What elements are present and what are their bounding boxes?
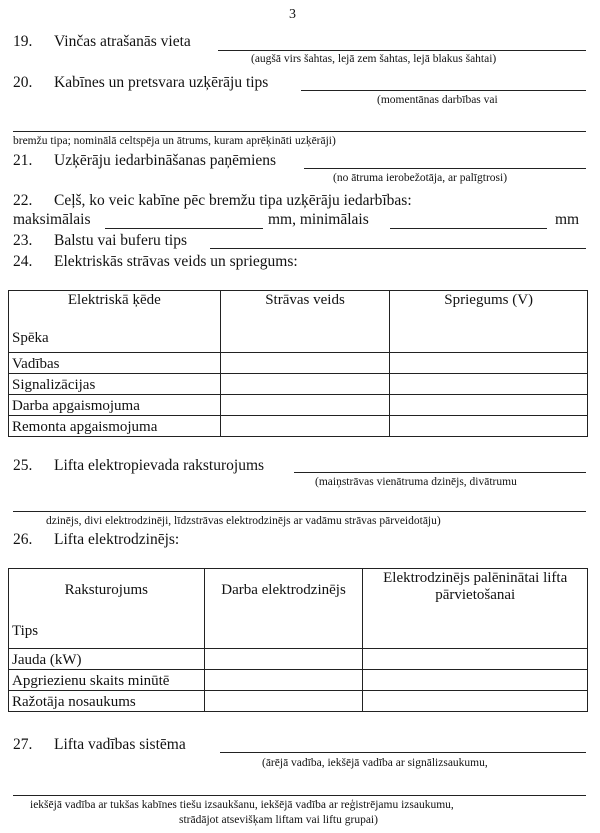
- table24-cell[interactable]: [390, 395, 588, 416]
- table26-header-work-motor: Darba elektrodzinējs: [204, 569, 363, 649]
- table24-cell[interactable]: [390, 353, 588, 374]
- item-25-label: Lifta elektropievada raksturojums: [54, 457, 265, 474]
- item-25-answer-line-1[interactable]: [294, 472, 586, 473]
- page-number: 3: [289, 7, 296, 22]
- item-21-label: Uzķērāju iedarbināšanas paņēmiens: [54, 152, 277, 169]
- table26-cell[interactable]: [204, 670, 363, 691]
- item-27-hint-3: strādājot atsevišķam liftam vai liftu grupai): [179, 814, 378, 826]
- table24-row-label: Signalizācijas: [9, 374, 221, 395]
- table24-cell[interactable]: [220, 395, 390, 416]
- item-22-max-line[interactable]: [105, 228, 263, 229]
- table24-row-label: Vadības: [9, 353, 221, 374]
- table26-row-label: Apgriezienu skaits minūtē: [9, 670, 205, 691]
- item-20-label: Kabīnes un pretsvara uzķērāju tips: [54, 74, 269, 91]
- item-27-hint-1: (ārējā vadība, iekšējā vadība ar signālizsaukumu,: [262, 757, 488, 769]
- item-21-number: 21.: [13, 152, 33, 169]
- item-21-answer-line[interactable]: [304, 168, 586, 169]
- table26-row-label: Tips: [12, 623, 39, 639]
- item-27-answer-line-2[interactable]: [13, 795, 586, 796]
- item-20-hint-2: bremžu tipa; nominālā celtspēja un ātrums, kuram aprēķināti uzķērāji): [13, 135, 336, 147]
- table26-header-characteristic: Raksturojums Tips: [9, 569, 205, 649]
- table26-row-label: Jauda (kW): [9, 649, 205, 670]
- table26-cell[interactable]: [363, 691, 588, 712]
- item-19-number: 19.: [13, 33, 33, 50]
- item-25-hint-1: (maiņstrāvas vienātruma dzinējs, divātrumu: [315, 476, 517, 488]
- table-row: [9, 374, 588, 395]
- table26-cell[interactable]: [204, 691, 363, 712]
- item-27-hint-2: iekšējā vadība ar tukšas kabīnes tiešu izsaukšanu, iekšējā vadība ar reģistrējamu izsaukumu,: [30, 799, 454, 811]
- item-22-label: Ceļš, ko veic kabīne pēc bremžu tipa uzķērāju iedarbības:: [54, 192, 412, 209]
- item-25-hint-2: dzinējs, divi elektrodzinēji, līdzstrāvas elektrodzinējs ar vadāmu strāvas pārveidotāju): [46, 515, 441, 527]
- item-24-label: Elektriskās strāvas veids un spriegums:: [54, 253, 298, 270]
- item-23-label: Balstu vai buferu tips: [54, 232, 188, 249]
- table24-row-label: Remonta apgaismojuma: [9, 416, 221, 437]
- item-23-number: 23.: [13, 232, 33, 249]
- item-23-answer-line[interactable]: [210, 248, 586, 249]
- item-20-number: 20.: [13, 74, 33, 91]
- item-22-min-label: mm, minimālais: [268, 211, 369, 228]
- table-electric-current: [8, 290, 588, 437]
- table24-header-voltage: Spriegums (V): [390, 291, 588, 353]
- table24-header-circuit: Elektriskā ķēde Spēka: [9, 291, 221, 353]
- table-row: [9, 691, 588, 712]
- item-22-min-line[interactable]: [390, 228, 547, 229]
- item-22-number: 22.: [13, 192, 33, 209]
- table-row: [9, 416, 588, 437]
- item-22-unit: mm: [555, 211, 580, 228]
- item-19-hint: (augšā virs šahtas, lejā zem šahtas, lejā blakus šahtai): [251, 53, 497, 65]
- table26-row-label: Ražotāja nosaukums: [9, 691, 205, 712]
- item-25-answer-line-2[interactable]: [13, 511, 586, 512]
- table24-cell[interactable]: [390, 374, 588, 395]
- table26-cell[interactable]: [204, 649, 363, 670]
- item-20-answer-line-1[interactable]: [301, 90, 586, 91]
- item-22-max-label: maksimālais: [13, 211, 91, 228]
- item-19-label: Vinčas atrašanās vieta: [54, 33, 191, 50]
- table-row: [9, 395, 588, 416]
- item-20-hint-1: (momentānas darbības vai: [377, 94, 498, 106]
- table26-header-slow-motor: Elektrodzinējs palēninātai lifta pārvietošanai: [363, 569, 588, 649]
- table24-header-current-type: Strāvas veids: [220, 291, 390, 353]
- item-27-label: Lifta vadības sistēma: [54, 736, 186, 753]
- table24-row-label: Spēka: [12, 330, 49, 346]
- table-row: [9, 353, 588, 374]
- item-27-number: 27.: [13, 736, 33, 753]
- table24-row-label: Darba apgaismojuma: [9, 395, 221, 416]
- item-26-number: 26.: [13, 531, 33, 548]
- item-26-label: Lifta elektrodzinējs:: [54, 531, 180, 548]
- table-motor: [8, 568, 588, 712]
- item-20-answer-line-2[interactable]: [13, 131, 586, 132]
- table-row: [9, 649, 588, 670]
- table24-cell[interactable]: [220, 374, 390, 395]
- table26-cell[interactable]: [363, 670, 588, 691]
- item-27-answer-line-1[interactable]: [220, 752, 586, 753]
- item-21-hint: (no ātruma ierobežotāja, ar palīgtrosi): [333, 172, 508, 184]
- item-19-answer-line[interactable]: [218, 50, 586, 51]
- item-25-number: 25.: [13, 457, 33, 474]
- item-24-number: 24.: [13, 253, 33, 270]
- table24-cell[interactable]: [220, 353, 390, 374]
- table26-cell[interactable]: [363, 649, 588, 670]
- table-row: [9, 670, 588, 691]
- table24-cell[interactable]: [390, 416, 588, 437]
- table24-cell[interactable]: [220, 416, 390, 437]
